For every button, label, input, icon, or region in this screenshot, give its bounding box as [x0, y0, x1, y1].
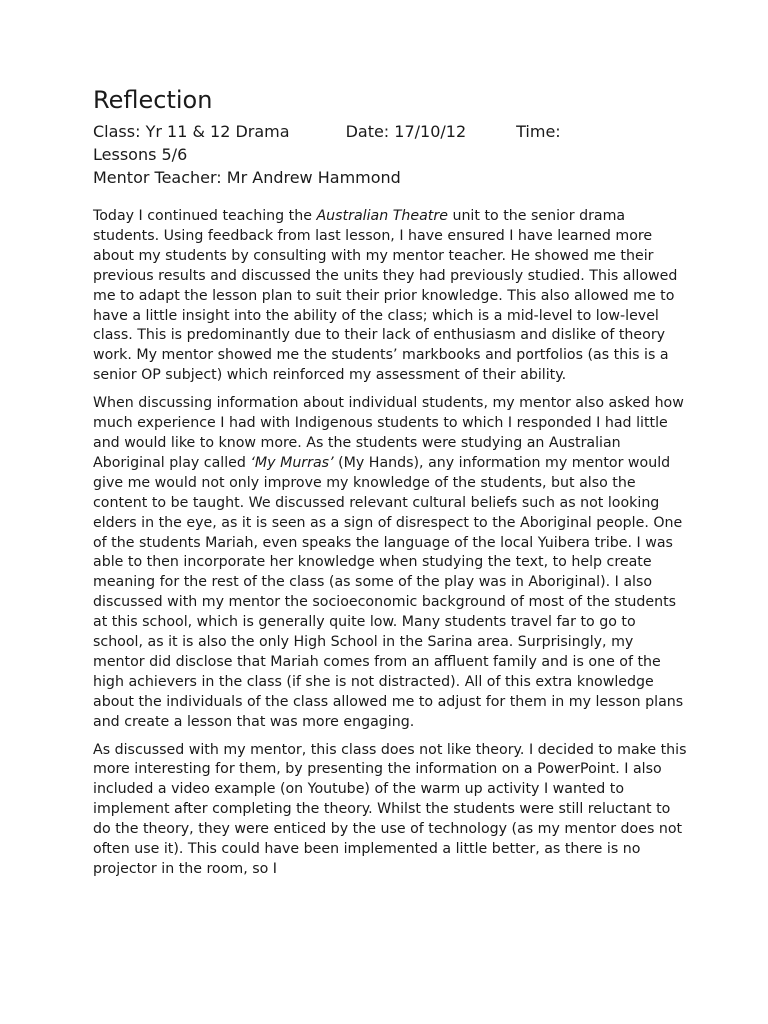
class-label: Class: Yr 11 & 12 Drama: [93, 122, 290, 141]
emphasized-text: Australian Theatre: [316, 208, 448, 224]
date-label: Date: 17/10/12: [345, 122, 467, 141]
mentor-label: Mentor Teacher: Mr Andrew Hammond: [93, 168, 401, 187]
lessons-label: Lessons 5/6: [93, 145, 188, 164]
paragraph-3: [93, 741, 688, 880]
paragraph-text: As discussed with my mentor, this class does not like theory. I decided to make this more interesting for them, by presenting the information on a PowerPoint. I also included a video example (on Youtube) of the warm up activity I wanted to implement after completing the theory. Whilst the students were still reluctant to do the theory, they were enticed by the use of technology (as my mentor does not often use it). This could have been implemented a little better, as there is no projector in the room, so I: [93, 741, 687, 877]
paragraph-2: [93, 394, 688, 732]
meta-row-class-date-time: [93, 120, 688, 143]
paragraph-text: (My Hands), any information my mentor would give me would not only improve my knowledge of the students, but also the content to be taught. We discussed relevant cultural beliefs such as not looking elders in the eye, as it is seen as a sign of disrespect to the Aboriginal people. One of the students Mariah, even speaks the language of the local Yuibera tribe. I was able to then incorporate her knowledge when studying the text, to help create meaning for the rest of the class (as some of the play was in Aboriginal). I also discussed with my mentor the socioeconomic background of most of the students at this school, which is generally quite low. Many students travel far to go to school, as it is also the only High School in the Sarina area. Surprisingly, my mentor did disclose that Mariah comes from an affluent family and is one of the high achievers in the class (if she is not distracted). All of this extra knowledge about the individuals of the class allowed me to adjust for them in my lesson plans and create a lesson that was more engaging.: [93, 454, 684, 730]
emphasized-text: ‘My Murras’: [250, 454, 334, 471]
paragraph-1: [93, 207, 688, 386]
paragraph-text: unit to the senior drama students. Using feedback from last lesson, I have ensured I have learned more about my students by consulting with my mentor teacher. He showed me their previous results and discussed the units they had previously studied. This allowed me to adapt the lesson plan to suit their prior knowledge. This also allowed me to have a little insight into the ability of the class; which is a mid-level to low-level class. This is predominantly due to their lack of enthusiasm and dislike of theory work. My mentor showed me the students’ markbooks and portfolios (as this is a senior OP subject) which reinforced my assessment of their ability.: [93, 208, 678, 384]
paragraph-text: Today I continued teaching the: [93, 208, 317, 224]
document-body: [93, 207, 688, 880]
paragraph-text: When discussing information about individual students, my mentor also asked how much experience I had with Indigenous students to which I responded I had little and would like to know more. As the students were studying an Australian Aboriginal play called: [93, 395, 684, 471]
document-title: Reflection: [93, 86, 213, 114]
time-label: Time:: [516, 122, 561, 141]
document-meta: [93, 120, 688, 189]
